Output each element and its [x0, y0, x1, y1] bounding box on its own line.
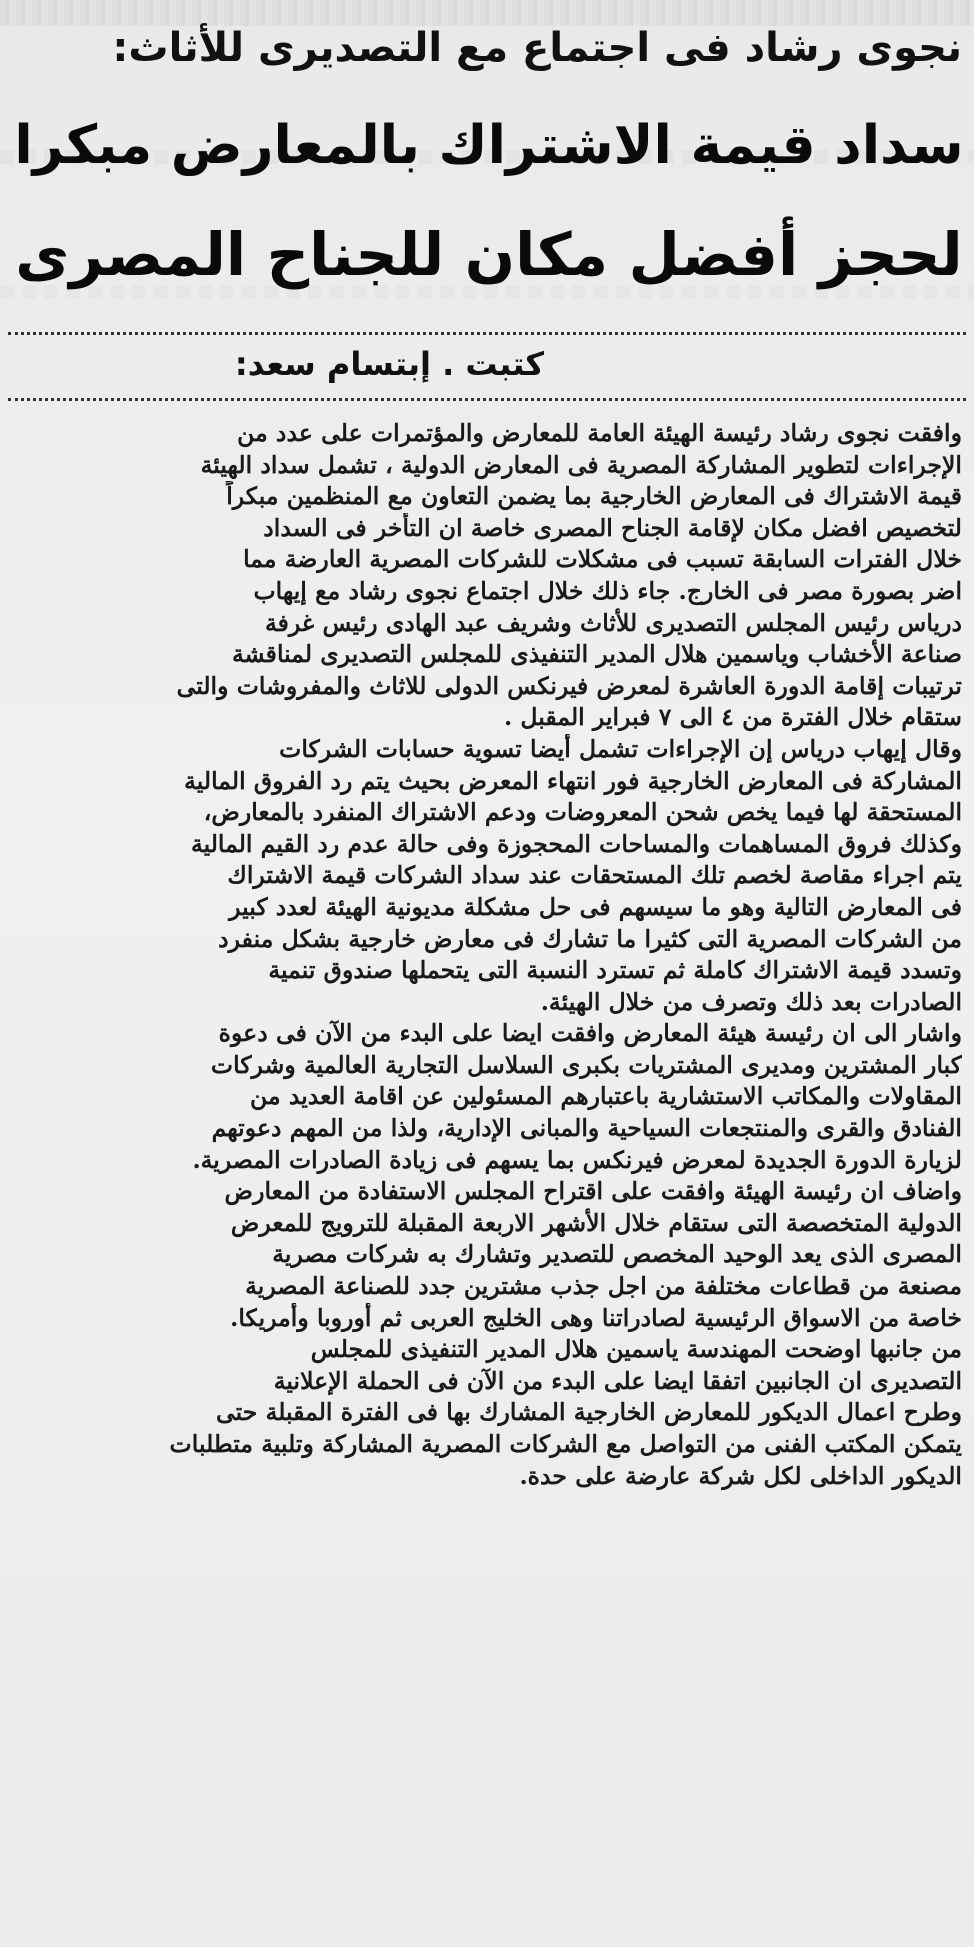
headline-line-2: لحجز أفضل مكان للجناح المصرى — [15, 220, 963, 289]
body-line: ترتيبات إقامة الدورة العاشرة لمعرض فيرنكس الدولى للاثاث والمفروشات والتى — [176, 671, 962, 700]
body-line: مصنعة من قطاعات مختلفة من اجل جذب مشترين جدد للصناعة المصرية — [245, 1272, 962, 1301]
body-line: خلال الفترات السابقة تسبب فى مشكلات للشركات المصرية العارضة مما — [243, 545, 962, 574]
body-line: قيمة الاشتراك فى المعارض الخارجية بما يضمن التعاون مع المنظمين مبكراً — [226, 482, 962, 511]
body-line: خاصة من الاسواق الرئيسية لصادراتنا وهى الخليج العربى ثم أوروبا وأمريكا. — [230, 1303, 962, 1332]
body-line: المصرى الذى يعد الوحيد المخصص للتصدير وتشارك به شركات مصرية — [272, 1240, 962, 1269]
body-line: المقاولات والمكاتب الاستشارية باعتبارهم المسئولين عن اقامة العديد من — [250, 1082, 962, 1111]
body-line: لتخصيص افضل مكان لإقامة الجناح المصرى خاصة ان التأخر فى السداد — [263, 513, 962, 542]
body-line: درياس رئيس المجلس التصديرى للأثاث وشريف عبد الهادى رئيس غرفة — [264, 608, 962, 637]
body-line: يتم اجراء مقاصة لخصم تلك المستحقات عند سداد الشركات قيمة الاشتراك — [227, 861, 962, 890]
byline: كتبت . إبتسام سعد: — [234, 345, 544, 383]
body-line: وطرح اعمال الديكور للمعارض الخارجية المشارك بها فى الفترة المقبلة حتى — [216, 1398, 962, 1427]
headline-line-1: سداد قيمة الاشتراك بالمعارض مبكرا — [14, 113, 964, 176]
body-line: فى المعارض التالية وهو ما سيسهم فى حل مشكلة مديونية الهيئة لعدد كبير — [229, 892, 962, 921]
body-line: صناعة الأخشاب وياسمين هلال المدير التنفيذى للمجلس التصديرى لمناقشة — [231, 640, 962, 669]
body-line: واشار الى ان رئيسة هيئة المعارض وافقت ايضا على البدء من الآن فى دعوة — [218, 1019, 962, 1048]
dotted-divider-bottom — [8, 398, 966, 401]
body-line: يتمكن المكتب الفنى من التواصل مع الشركات المصرية المشاركة وتلبية متطلبات — [169, 1430, 962, 1458]
body-line: من الشركات المصرية التى كثيرا ما تشارك فى معارض خارجية بشكل منفرد — [218, 924, 962, 953]
body-line: وتسدد قيمة الاشتراك كاملة ثم تسترد النسبة التى يتحملها صندوق تنمية — [268, 956, 962, 985]
body-line: المستحقة لها فيما يخص شحن المعروضات ودعم الاشتراك المنفرد بالمعارض، — [203, 798, 962, 827]
body-line: الفنادق والقرى والمنتجعات السياحية والمبانى الإدارية، ولذا من المهم دعوتهم — [211, 1114, 962, 1143]
article-kicker: نجوى رشاد فى اجتماع مع التصديرى للأثاث: — [112, 25, 962, 71]
body-line: المشاركة فى المعارض الخارجية فور انتهاء المعرض بحيث يتم رد الفروق المالية — [184, 766, 962, 795]
body-line: الصادرات بعد ذلك وتصرف من خلال الهيئة. — [540, 987, 962, 1016]
body-line: الدولية المتخصصة التى ستقام خلال الأشهر الاربعة المقبلة للترويج للمعرض — [230, 1208, 962, 1237]
body-line: كبار المشترين ومديرى المشتريات بكبرى السلاسل التجارية العالمية وشركات — [210, 1050, 962, 1079]
body-line: وقال إيهاب درياس إن الإجراءات تشمل أيضا تسوية حسابات الشركات — [279, 734, 962, 763]
body-line: ستقام خلال الفترة من ٤ الى ٧ فبراير المقبل . — [503, 703, 962, 732]
body-line: لزيارة الدورة الجديدة لمعرض فيرنكس بما يسهم فى زيادة الصادرات المصرية. — [192, 1145, 962, 1174]
body-line: اضر بصورة مصر فى الخارج. جاء ذلك خلال اجتماع نجوى رشاد مع إيهاب — [253, 576, 962, 605]
body-line: التصديرى ان الجانبين اتفقا ايضا على البدء من الآن فى الحملة الإعلانية — [273, 1366, 962, 1395]
body-line: الإجراءات لتطوير المشاركة المصرية فى المعارض الدولية ، تشمل سداد الهيئة — [200, 450, 962, 479]
body-line: واضاف ان رئيسة الهيئة وافقت على اقتراح المجلس الاستفادة من المعارض — [224, 1177, 962, 1206]
body-line: وكذلك فروق المساهمات والمساحات المحجوزة وفى حالة عدم رد القيم المالية — [190, 829, 962, 858]
body-line: من جانبها اوضحت المهندسة ياسمين هلال المدير التنفيذى للمجلس — [310, 1335, 962, 1364]
dotted-divider-top — [8, 332, 966, 335]
body-line: الديكور الداخلى لكل شركة عارضة على حدة. — [519, 1461, 962, 1490]
article-body — [10, 418, 962, 1492]
body-line: وافقت نجوى رشاد رئيسة الهيئة العامة للمعارض والمؤتمرات على عدد من — [237, 419, 962, 447]
